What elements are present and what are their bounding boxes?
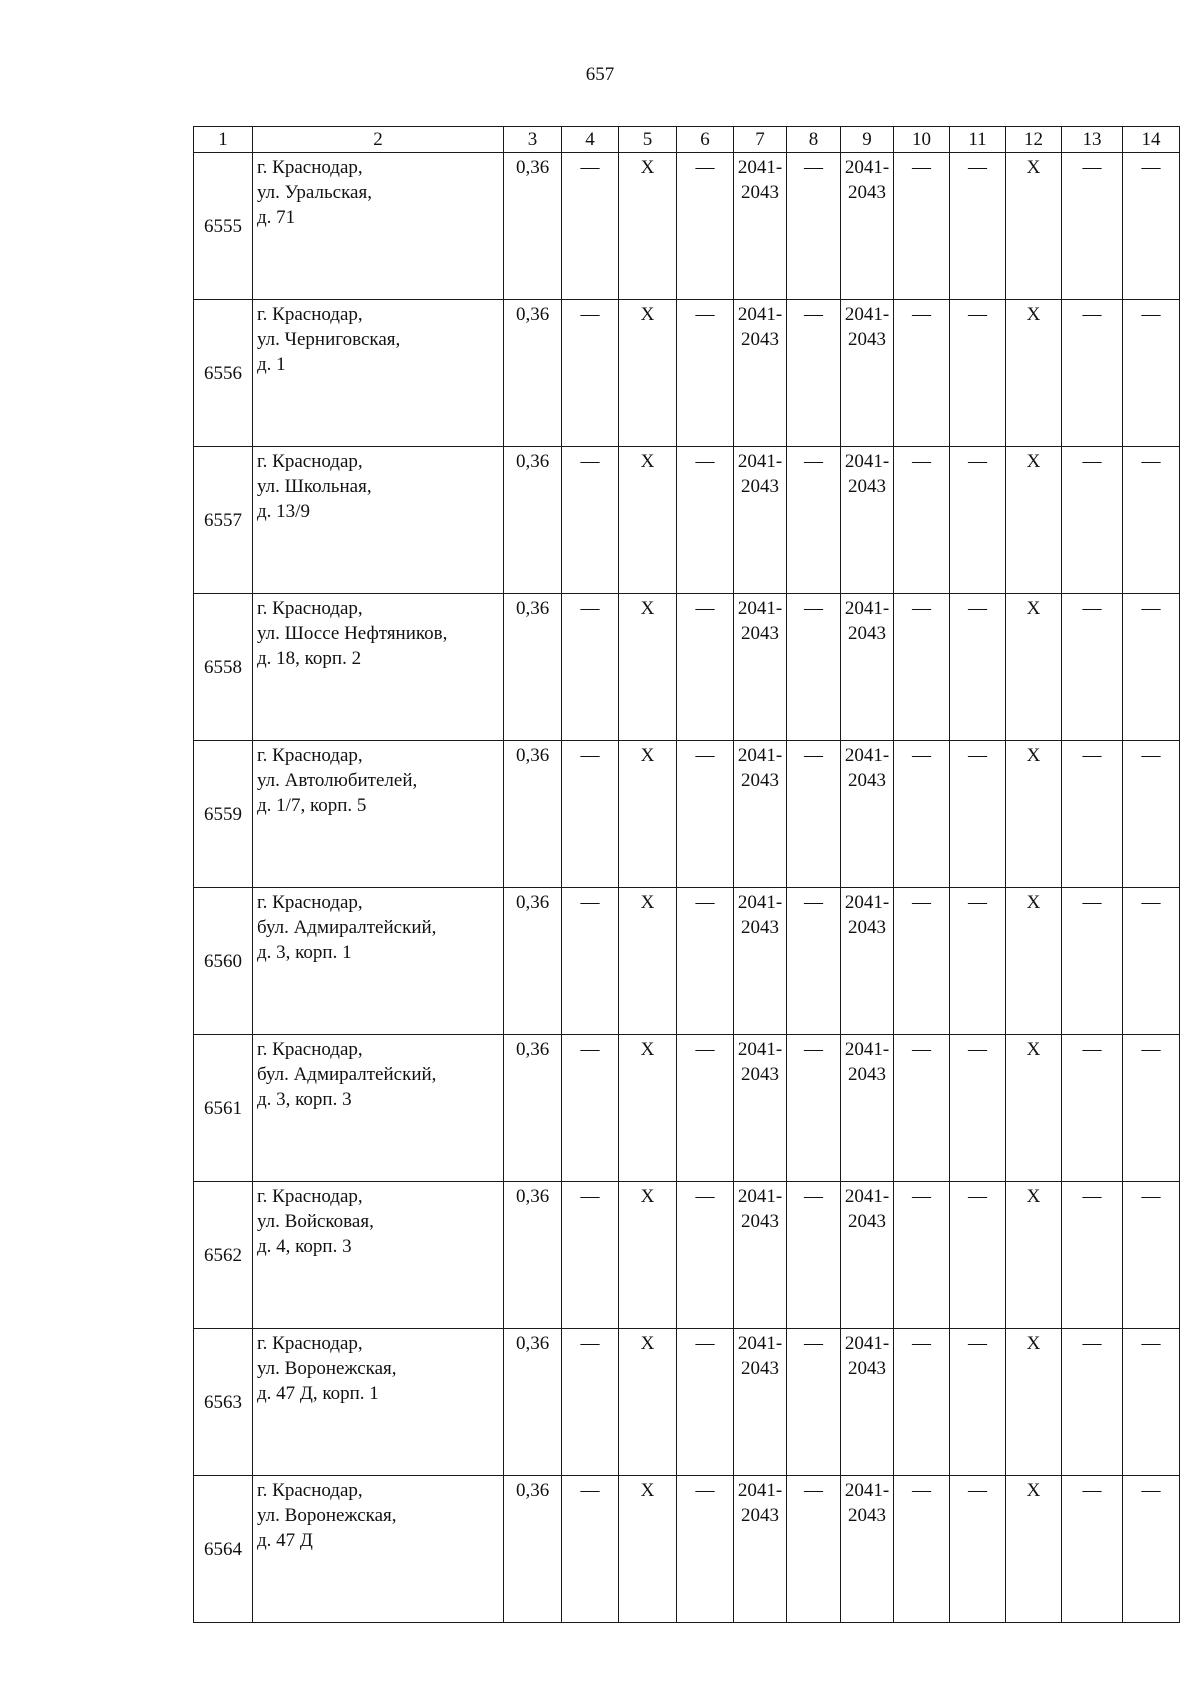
cell-col-8: — xyxy=(787,153,841,300)
cell-col-11: — xyxy=(950,888,1006,1035)
cell-col-4: — xyxy=(562,888,619,1035)
period-end: 2043 xyxy=(741,182,779,203)
cell-col-10: — xyxy=(894,300,950,447)
cell-col-10: — xyxy=(894,888,950,1035)
address-cell xyxy=(253,888,504,1035)
address-street: ул. Шоссе Нефтяников, xyxy=(257,623,448,644)
cell-col-14: — xyxy=(1123,1035,1180,1182)
cell-col-13: — xyxy=(1062,888,1123,1035)
period-end: 2043 xyxy=(848,476,886,497)
period-start: 2041- xyxy=(737,451,783,472)
cell-col-11: — xyxy=(950,153,1006,300)
address-street: ул. Воронежская, xyxy=(257,1358,397,1379)
column-header: 3 xyxy=(504,127,562,153)
cell-col-12: X xyxy=(1006,741,1062,888)
address-cell xyxy=(253,447,504,594)
cell-col-9 xyxy=(841,1035,894,1182)
period-start: 2041- xyxy=(844,892,890,913)
period-end: 2043 xyxy=(741,329,779,350)
page-number: 657 xyxy=(585,64,615,85)
cell-col-6: — xyxy=(677,594,734,741)
period-start: 2041- xyxy=(737,598,783,619)
cell-col-3: 0,36 xyxy=(504,447,562,594)
cell-col-10: — xyxy=(894,594,950,741)
cell-col-10: — xyxy=(894,1182,950,1329)
period-start: 2041- xyxy=(844,1480,890,1501)
cell-col-11: — xyxy=(950,1182,1006,1329)
cell-col-5: X xyxy=(619,594,677,741)
cell-col-9 xyxy=(841,1182,894,1329)
cell-col-13: — xyxy=(1062,1476,1123,1623)
cell-col-8: — xyxy=(787,888,841,1035)
period-end: 2043 xyxy=(741,1358,779,1379)
cell-col-8: — xyxy=(787,300,841,447)
cell-col-6: — xyxy=(677,153,734,300)
cell-col-7 xyxy=(734,300,787,447)
cell-col-7 xyxy=(734,1476,787,1623)
record-number: 6558 xyxy=(194,594,253,741)
cell-col-11: — xyxy=(950,1035,1006,1182)
cell-col-14: — xyxy=(1123,1476,1180,1623)
period-end: 2043 xyxy=(848,1358,886,1379)
period-end: 2043 xyxy=(741,1505,779,1526)
address-cell xyxy=(253,1329,504,1476)
cell-col-3: 0,36 xyxy=(504,741,562,888)
cell-col-6: — xyxy=(677,300,734,447)
cell-col-13: — xyxy=(1062,741,1123,888)
period-start: 2041- xyxy=(844,1039,890,1060)
cell-col-4: — xyxy=(562,1476,619,1623)
cell-col-10: — xyxy=(894,447,950,594)
period-start: 2041- xyxy=(844,745,890,766)
period-end: 2043 xyxy=(741,917,779,938)
cell-col-5: X xyxy=(619,741,677,888)
cell-col-14: — xyxy=(1123,888,1180,1035)
period-start: 2041- xyxy=(844,451,890,472)
cell-col-9 xyxy=(841,741,894,888)
address-street: ул. Уральская, xyxy=(257,182,372,203)
cell-col-14: — xyxy=(1123,1182,1180,1329)
record-number: 6564 xyxy=(194,1476,253,1623)
cell-col-8: — xyxy=(787,447,841,594)
address-street: бул. Адмиралтейский, xyxy=(257,917,437,938)
address-house: д. 18, корп. 2 xyxy=(257,648,362,669)
address-street: бул. Адмиралтейский, xyxy=(257,1064,437,1085)
cell-col-6: — xyxy=(677,1035,734,1182)
cell-col-14: — xyxy=(1123,447,1180,594)
cell-col-13: — xyxy=(1062,447,1123,594)
address-house: д. 13/9 xyxy=(257,501,310,522)
cell-col-9 xyxy=(841,447,894,594)
cell-col-12: X xyxy=(1006,1329,1062,1476)
cell-col-6: — xyxy=(677,447,734,594)
cell-col-7 xyxy=(734,1182,787,1329)
column-header: 13 xyxy=(1062,127,1123,153)
cell-col-14: — xyxy=(1123,741,1180,888)
cell-col-5: X xyxy=(619,447,677,594)
cell-col-8: — xyxy=(787,1182,841,1329)
cell-col-4: — xyxy=(562,1035,619,1182)
address-cell xyxy=(253,741,504,888)
record-number: 6556 xyxy=(194,300,253,447)
cell-col-7 xyxy=(734,153,787,300)
address-house: д. 47 Д xyxy=(257,1530,313,1551)
period-start: 2041- xyxy=(844,598,890,619)
cell-col-14: — xyxy=(1123,153,1180,300)
cell-col-13: — xyxy=(1062,594,1123,741)
cell-col-7 xyxy=(734,1035,787,1182)
column-header: 7 xyxy=(734,127,787,153)
address-house: д. 3, корп. 3 xyxy=(257,1089,352,1110)
cell-col-11: — xyxy=(950,300,1006,447)
address-house: д. 4, корп. 3 xyxy=(257,1236,352,1257)
cell-col-13: — xyxy=(1062,153,1123,300)
cell-col-5: X xyxy=(619,888,677,1035)
cell-col-3: 0,36 xyxy=(504,1035,562,1182)
cell-col-3: 0,36 xyxy=(504,594,562,741)
cell-col-5: X xyxy=(619,1329,677,1476)
cell-col-9 xyxy=(841,1476,894,1623)
cell-col-14: — xyxy=(1123,594,1180,741)
cell-col-4: — xyxy=(562,300,619,447)
address-cell xyxy=(253,153,504,300)
cell-col-8: — xyxy=(787,594,841,741)
cell-col-13: — xyxy=(1062,1182,1123,1329)
address-city: г. Краснодар, xyxy=(257,1480,363,1501)
cell-col-12: X xyxy=(1006,888,1062,1035)
cell-col-5: X xyxy=(619,153,677,300)
table-row xyxy=(194,888,1180,1035)
column-header: 2 xyxy=(253,127,504,153)
period-start: 2041- xyxy=(737,1480,783,1501)
address-street: ул. Автолюбителей, xyxy=(257,770,418,791)
period-end: 2043 xyxy=(741,1064,779,1085)
period-end: 2043 xyxy=(848,1064,886,1085)
address-city: г. Краснодар, xyxy=(257,745,363,766)
cell-col-9 xyxy=(841,888,894,1035)
record-number: 6561 xyxy=(194,1035,253,1182)
column-header: 4 xyxy=(562,127,619,153)
cell-col-3: 0,36 xyxy=(504,888,562,1035)
cell-col-13: — xyxy=(1062,300,1123,447)
record-number: 6559 xyxy=(194,741,253,888)
column-header: 12 xyxy=(1006,127,1062,153)
period-start: 2041- xyxy=(844,1333,890,1354)
cell-col-8: — xyxy=(787,1035,841,1182)
cell-col-6: — xyxy=(677,888,734,1035)
cell-col-10: — xyxy=(894,153,950,300)
cell-col-5: X xyxy=(619,1035,677,1182)
registry-table xyxy=(193,126,1180,1623)
address-house: д. 47 Д, корп. 1 xyxy=(257,1383,379,1404)
address-city: г. Краснодар, xyxy=(257,1186,363,1207)
cell-col-10: — xyxy=(894,741,950,888)
column-header: 14 xyxy=(1123,127,1180,153)
cell-col-7 xyxy=(734,1329,787,1476)
cell-col-12: X xyxy=(1006,447,1062,594)
cell-col-5: X xyxy=(619,300,677,447)
column-header: 1 xyxy=(194,127,253,153)
cell-col-13: — xyxy=(1062,1035,1123,1182)
cell-col-4: — xyxy=(562,153,619,300)
cell-col-6: — xyxy=(677,1329,734,1476)
period-start: 2041- xyxy=(844,1186,890,1207)
cell-col-6: — xyxy=(677,1476,734,1623)
table-row xyxy=(194,741,1180,888)
period-end: 2043 xyxy=(848,1505,886,1526)
address-city: г. Краснодар, xyxy=(257,598,363,619)
table-row xyxy=(194,447,1180,594)
address-street: ул. Воронежская, xyxy=(257,1505,397,1526)
cell-col-3: 0,36 xyxy=(504,1476,562,1623)
record-number: 6557 xyxy=(194,447,253,594)
cell-col-4: — xyxy=(562,1329,619,1476)
cell-col-4: — xyxy=(562,594,619,741)
cell-col-11: — xyxy=(950,594,1006,741)
table-row xyxy=(194,1329,1180,1476)
period-end: 2043 xyxy=(741,770,779,791)
period-end: 2043 xyxy=(848,1211,886,1232)
period-end: 2043 xyxy=(848,329,886,350)
cell-col-4: — xyxy=(562,447,619,594)
period-start: 2041- xyxy=(737,304,783,325)
table-row xyxy=(194,594,1180,741)
cell-col-12: X xyxy=(1006,300,1062,447)
record-number: 6560 xyxy=(194,888,253,1035)
period-start: 2041- xyxy=(737,892,783,913)
period-start: 2041- xyxy=(737,1186,783,1207)
period-start: 2041- xyxy=(844,304,890,325)
cell-col-10: — xyxy=(894,1476,950,1623)
cell-col-10: — xyxy=(894,1329,950,1476)
cell-col-11: — xyxy=(950,1329,1006,1476)
table-row xyxy=(194,300,1180,447)
period-end: 2043 xyxy=(741,476,779,497)
column-header: 11 xyxy=(950,127,1006,153)
cell-col-12: X xyxy=(1006,153,1062,300)
cell-col-5: X xyxy=(619,1476,677,1623)
period-end: 2043 xyxy=(741,1211,779,1232)
table-row xyxy=(194,1182,1180,1329)
address-cell xyxy=(253,594,504,741)
table-row xyxy=(194,1476,1180,1623)
address-city: г. Краснодар, xyxy=(257,451,363,472)
address-city: г. Краснодар, xyxy=(257,892,363,913)
address-city: г. Краснодар, xyxy=(257,1039,363,1060)
address-city: г. Краснодар, xyxy=(257,1333,363,1354)
column-header: 10 xyxy=(894,127,950,153)
cell-col-10: — xyxy=(894,1035,950,1182)
record-number: 6562 xyxy=(194,1182,253,1329)
cell-col-12: X xyxy=(1006,594,1062,741)
period-start: 2041- xyxy=(737,745,783,766)
cell-col-6: — xyxy=(677,741,734,888)
address-street: ул. Черниговская, xyxy=(257,329,401,350)
cell-col-7 xyxy=(734,888,787,1035)
period-end: 2043 xyxy=(741,623,779,644)
cell-col-8: — xyxy=(787,741,841,888)
cell-col-7 xyxy=(734,447,787,594)
address-cell xyxy=(253,1182,504,1329)
address-cell xyxy=(253,1476,504,1623)
cell-col-5: X xyxy=(619,1182,677,1329)
address-street: ул. Войсковая, xyxy=(257,1211,374,1232)
column-header: 9 xyxy=(841,127,894,153)
cell-col-12: X xyxy=(1006,1035,1062,1182)
record-number: 6555 xyxy=(194,153,253,300)
period-end: 2043 xyxy=(848,182,886,203)
address-city: г. Краснодар, xyxy=(257,304,363,325)
cell-col-3: 0,36 xyxy=(504,1329,562,1476)
table-row xyxy=(194,1035,1180,1182)
table-row xyxy=(194,153,1180,300)
address-house: д. 1/7, корп. 5 xyxy=(257,795,367,816)
cell-col-8: — xyxy=(787,1476,841,1623)
cell-col-9 xyxy=(841,300,894,447)
address-city: г. Краснодар, xyxy=(257,157,363,178)
column-number-header-row xyxy=(194,127,1180,153)
cell-col-12: X xyxy=(1006,1182,1062,1329)
address-cell xyxy=(253,1035,504,1182)
cell-col-9 xyxy=(841,594,894,741)
address-house: д. 1 xyxy=(257,354,286,375)
address-cell xyxy=(253,300,504,447)
record-number: 6563 xyxy=(194,1329,253,1476)
cell-col-4: — xyxy=(562,741,619,888)
cell-col-12: X xyxy=(1006,1476,1062,1623)
period-start: 2041- xyxy=(737,1333,783,1354)
cell-col-11: — xyxy=(950,1476,1006,1623)
period-start: 2041- xyxy=(737,1039,783,1060)
address-street: ул. Школьная, xyxy=(257,476,372,497)
period-end: 2043 xyxy=(848,623,886,644)
cell-col-7 xyxy=(734,594,787,741)
cell-col-14: — xyxy=(1123,300,1180,447)
cell-col-7 xyxy=(734,741,787,888)
cell-col-4: — xyxy=(562,1182,619,1329)
period-start: 2041- xyxy=(737,157,783,178)
column-header: 6 xyxy=(677,127,734,153)
cell-col-14: — xyxy=(1123,1329,1180,1476)
cell-col-9 xyxy=(841,153,894,300)
cell-col-3: 0,36 xyxy=(504,1182,562,1329)
period-start: 2041- xyxy=(844,157,890,178)
address-house: д. 71 xyxy=(257,207,296,228)
cell-col-3: 0,36 xyxy=(504,300,562,447)
period-end: 2043 xyxy=(848,917,886,938)
cell-col-9 xyxy=(841,1329,894,1476)
cell-col-8: — xyxy=(787,1329,841,1476)
cell-col-11: — xyxy=(950,447,1006,594)
cell-col-11: — xyxy=(950,741,1006,888)
column-header: 8 xyxy=(787,127,841,153)
cell-col-6: — xyxy=(677,1182,734,1329)
column-header: 5 xyxy=(619,127,677,153)
cell-col-13: — xyxy=(1062,1329,1123,1476)
period-end: 2043 xyxy=(848,770,886,791)
cell-col-3: 0,36 xyxy=(504,153,562,300)
address-house: д. 3, корп. 1 xyxy=(257,942,352,963)
